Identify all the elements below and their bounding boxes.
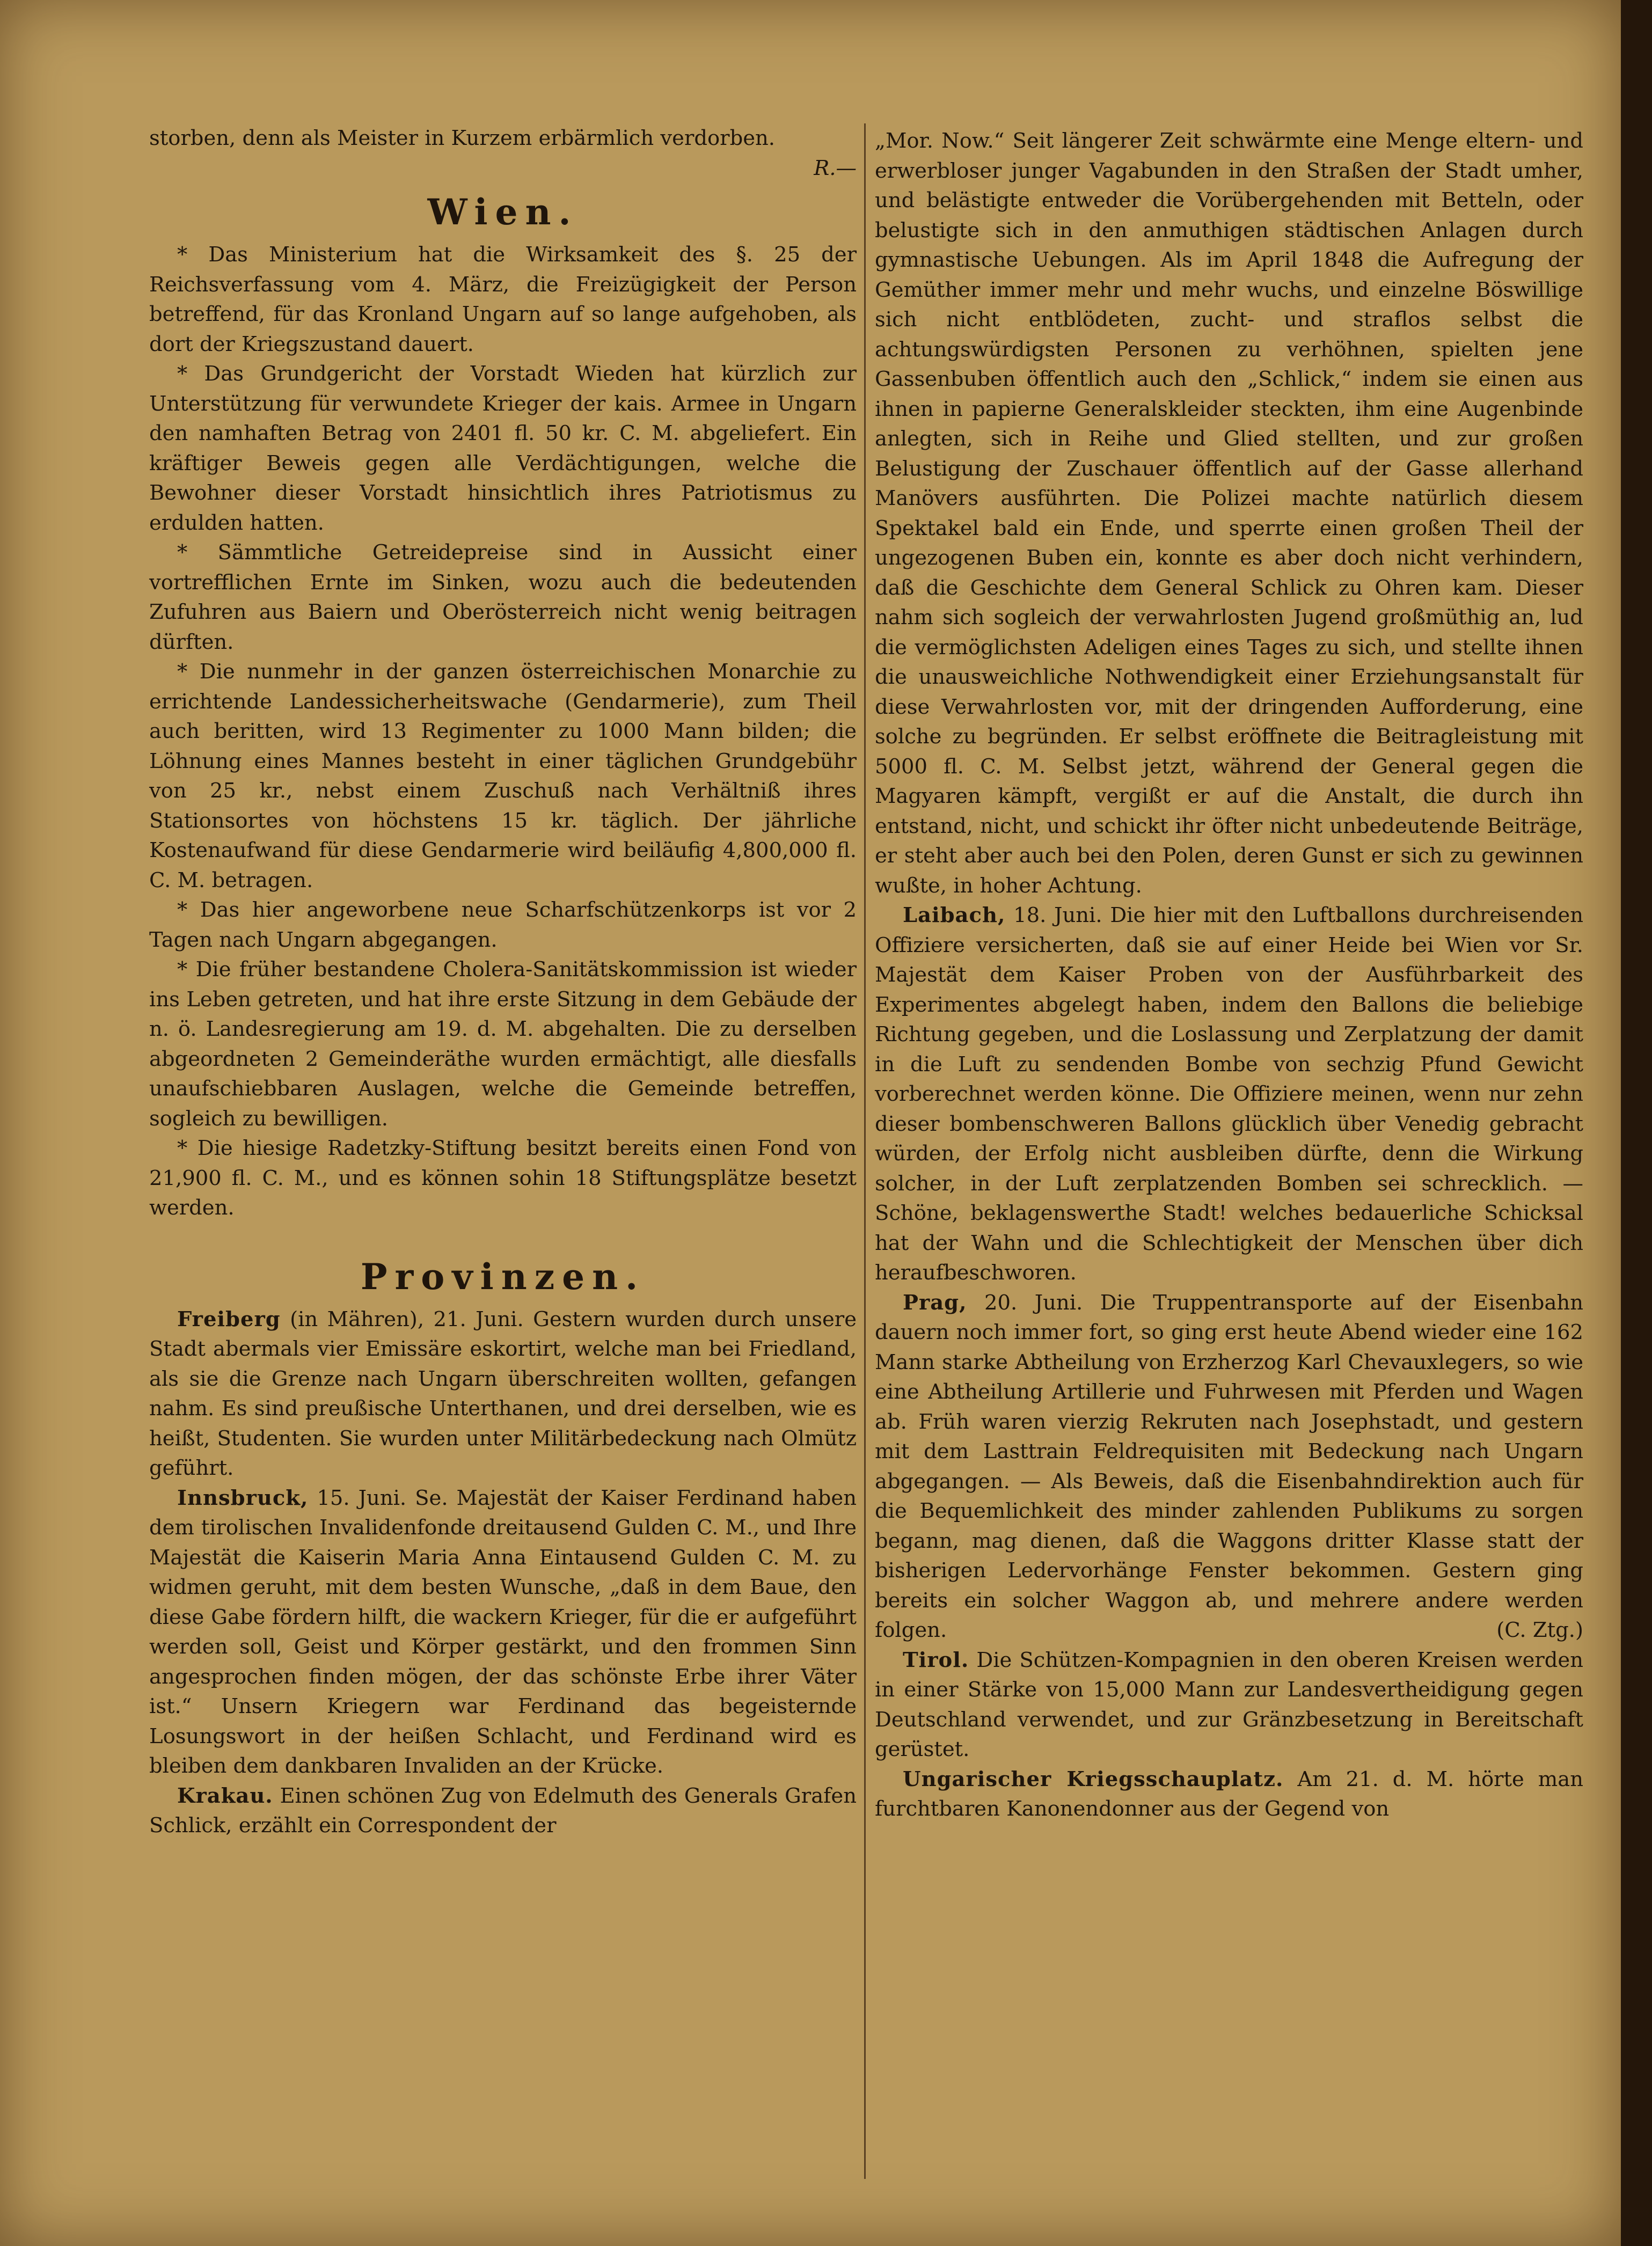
laibach-text: 18. Juni. Die hier mit den Luftballons durchreisenden Offiziere versicherten, daß sie auf einer Heide bei Wien vor Sr. Majestät dem Kaiser Proben von der Ausführbarkeit des Experimentes abgelegt haben, indem den Ballons die beliebige Richtung gegeben, und die Loslassung und Zerplatzung der damit in die Luft zu sendenden Bombe von sechzig Pfund Gewicht vorberechnet werden könne. Die Offiziere meinen, wenn nur zehn dieser bombenschweren Ballons glücklich über Venedig gebracht würden, der Erfolg nicht ausbleiben dürfte, denn die Wirkung solcher, in der Luft zerplatzenden Bomben sei schrecklich. — Schöne, beklagenswerthe Stadt! welches bedauerliche Schicksal hat der Wahn und die Schlechtigkeit der Menschen über dich heraufbeschworen. bbox=[875, 903, 1583, 1285]
place-tirol: Tirol. bbox=[903, 1648, 969, 1672]
article-ungarn bbox=[875, 1765, 1583, 1824]
place-prag: Prag, bbox=[903, 1290, 967, 1315]
article-tirol bbox=[875, 1645, 1583, 1765]
continuation-signature: R.— bbox=[814, 156, 857, 180]
wien-item: * Die nunmehr in der ganzen österreichischen Monarchie zu errichtende Landessicherheitswache (Gendarmerie), zum Theil auch beritten, wird 13 Regimenter zu 1000 Mann bilden; die Löhnung eines Mannes besteht in einer täglichen Grundgebühr von 25 kr., nebst einem Zuschuß nach Verhältniß ihres Stationsortes von höchstens 15 kr. täglich. Der jährliche Kostenaufwand für diese Gendarmerie wird beiläufig 4,800,000 fl. C. M. betragen. bbox=[149, 660, 857, 892]
freiberg-text: (in Mähren), 21. Juni. Gestern wurden durch unsere Stadt abermals vier Emissäre eskortirt, welche man bei Friedland, als sie die Grenze nach Ungarn überschreiten wollten, gefangen nahm. Es sind preußische Unterthanen, und drei derselben, wie es heißt, Studenten. Sie wurden unter Militärbedeckung nach Olmütz geführt. bbox=[149, 1307, 857, 1480]
wien-item: * Die hiesige Radetzky-Stiftung besitzt bereits einen Fond von 21,900 fl. C. M., und es können sohin 18 Stiftungsplätze besetzt werden. bbox=[149, 1136, 857, 1220]
left-column bbox=[149, 123, 857, 1841]
place-laibach: Laibach, bbox=[903, 903, 1006, 927]
book-binding-edge bbox=[1621, 0, 1652, 2246]
place-freiberg: Freiberg bbox=[177, 1307, 281, 1331]
place-innsbruck: Innsbruck, bbox=[177, 1486, 309, 1510]
place-krakau: Krakau. bbox=[177, 1783, 273, 1808]
continuation-text: storben, denn als Meister in Kurzem erbärmlich verdorben. bbox=[149, 126, 776, 150]
column-divider bbox=[864, 123, 866, 2179]
right-column bbox=[875, 126, 1583, 1824]
wien-item: * Die früher bestandene Cholera-Sanitätskommission ist wieder ins Leben getreten, und hat ihre erste Sitzung in dem Gebäude der n. ö. Landesregierung am 19. d. M. abgehalten. Die zu derselben abgeordneten 2 Gemeinderäthe wurden ermächtigt, alle diesfalls unaufschiebbaren Auslagen, welche die Gemeinde betreffen, sogleich zu bewilligen. bbox=[149, 957, 857, 1131]
ungarn-text: Am 21. d. M. hörte man furchtbaren Kanonendonner aus der Gegend von bbox=[875, 1767, 1583, 1821]
krakau-text: Einen schönen Zug von Edelmuth des Generals Grafen Schlick, erzählt ein Correspondent der bbox=[149, 1783, 857, 1838]
article-krakau bbox=[149, 1781, 857, 1841]
article-laibach bbox=[875, 901, 1583, 1288]
place-ungarn: Ungarischer Kriegsschauplatz. bbox=[903, 1767, 1284, 1791]
article-freiberg bbox=[149, 1305, 857, 1483]
prag-source: (C. Ztg.) bbox=[1496, 1618, 1583, 1642]
krakau-continuation: „Mor. Now.“ Seit längerer Zeit schwärmte eine Menge eltern- und erwerbloser junger Vagabunden in den Straßen der Stadt umher, und belästigte entweder die Vorübergehenden mit Betteln, oder belustigte sich in den anmuthigen städtischen Anlagen durch gymnastische Uebungen. Als im April 1848 die Aufregung der Gemüther immer mehr und mehr wuchs, und einzelne Böswillige sich nicht entblödeten, zucht- und straflos selbst die achtungswürdigsten Personen zu verhöhnen, spielten jene Gassenbuben öffentlich auch den „Schlick,“ indem sie einen aus ihnen in papierne Generalskleider steckten, ihm eine Augenbinde anlegten, sich in Reihe und Glied stellten, und zur großen Belustigung der Zuschauer öffentlich auf der Gasse allerhand Manövers ausführten. Die Polizei machte natürlich diesem Spektakel bald ein Ende, und sperrte einen großen Theil der ungezogenen Buben ein, konnte es aber doch nicht verhindern, daß die Geschichte dem General Schlick zu Ohren kam. Dieser nahm sich sogleich der verwahrlosten Jugend großmüthig an, lud die vermöglichsten Adeligen eines Tages zu sich, und stellte ihnen die unausweichliche Nothwendigkeit einer Erziehungsanstalt für diese Verwahrlosten vor, mit der dringenden Aufforderung, eine solche zu begründen. Er selbst eröffnete die Beitragleistung mit 5000 fl. C. M. Selbst jetzt, während der General gegen die Magyaren kämpft, vergißt er auf die Anstalt, die durch ihn entstand, nicht, und schickt ihr öfter nicht unbedeutende Beiträge, er steht aber auch bei den Polen, deren Gunst er sich zu gewinnen wußte, in hoher Achtung. bbox=[875, 129, 1583, 898]
prag-text: 20. Juni. Die Truppentransporte auf der Eisenbahn dauern noch immer fort, so ging erst heute Abend wieder eine 162 Mann starke Abtheilung von Erzherzog Karl Chevauxlegers, so wie eine Abtheilung Artillerie und Fuhrwesen mit Pferden und Wagen ab. Früh waren vierzig Rekruten nach Josephstadt, und gestern mit dem Lasttrain Feldrequisiten mit Bedeckung nach Ungarn abgegangen. — Als Beweis, daß die Eisenbahndirektion auch für die Bequemlichkeit des minder zahlenden Publikums zu sorgen begann, mag dienen, daß die Waggons dritter Klasse statt der bisherigen Ledervorhänge Fenster bekommen. Gestern ging bereits ein solcher Waggon ab, und mehrere andere werden folgen. bbox=[875, 1290, 1583, 1642]
article-innsbruck bbox=[149, 1483, 857, 1781]
wien-item: * Das hier angeworbene neue Scharfschützenkorps ist vor 2 Tagen nach Ungarn abgegangen. bbox=[149, 898, 857, 952]
article-prag bbox=[875, 1288, 1583, 1645]
wien-item: * Das Ministerium hat die Wirksamkeit des §. 25 der Reichsverfassung vom 4. März, die Freizügigkeit der Person betreffend, für das Kronland Ungarn auf so lange aufgehoben, als dort der Kriegszustand dauert. bbox=[149, 243, 857, 356]
wien-item: * Sämmtliche Getreidepreise sind in Aussicht einer vortrefflichen Ernte im Sinken, wozu auch die bedeutenden Zufuhren aus Baiern und Oberösterreich nicht wenig beitragen dürften. bbox=[149, 540, 857, 654]
innsbruck-text: 15. Juni. Se. Majestät der Kaiser Ferdinand haben dem tirolischen Invalidenfonde dreitausend Gulden C. M., und Ihre Majestät die Kaiserin Maria Anna Eintausend Gulden C. M. zu widmen geruht, mit dem besten Wunsche, „daß in dem Baue, den diese Gabe fördern hilft, die wackern Krieger, für die er aufgeführt werden soll, Geist und Körper gestärkt, und den frommen Sinn angesprochen finden mögen, der das schönste Erbe ihrer Väter ist.“ Unsern Kriegern war Ferdinand das begeisternde Losungswort in der heißen Schlacht, und Ferdinand wird es bleiben dem dankbaren Invaliden an der Krücke. bbox=[149, 1486, 857, 1778]
wien-item: * Das Grundgericht der Vorstadt Wieden hat kürzlich zur Unterstützung für verwundete Krieger der kais. Armee in Ungarn den namhaften Betrag von 2401 fl. 50 kr. C. M. abgeliefert. Ein kräftiger Beweis gegen alle Verdächtigungen, welche die Bewohner dieser Vorstadt hinsichtlich ihres Patriotismus zu erdulden hatten. bbox=[149, 362, 857, 535]
section-heading-wien: Wien. bbox=[427, 191, 579, 233]
tirol-text: Die Schützen-Kompagnien in den oberen Kreisen werden in einer Stärke von 15,000 Mann zur Landesvertheidigung gegen Deutschland verwendet, und zur Gränzbesetzung in Bereitschaft gerüstet. bbox=[875, 1648, 1583, 1761]
section-heading-provinzen: Provinzen. bbox=[360, 1255, 646, 1298]
